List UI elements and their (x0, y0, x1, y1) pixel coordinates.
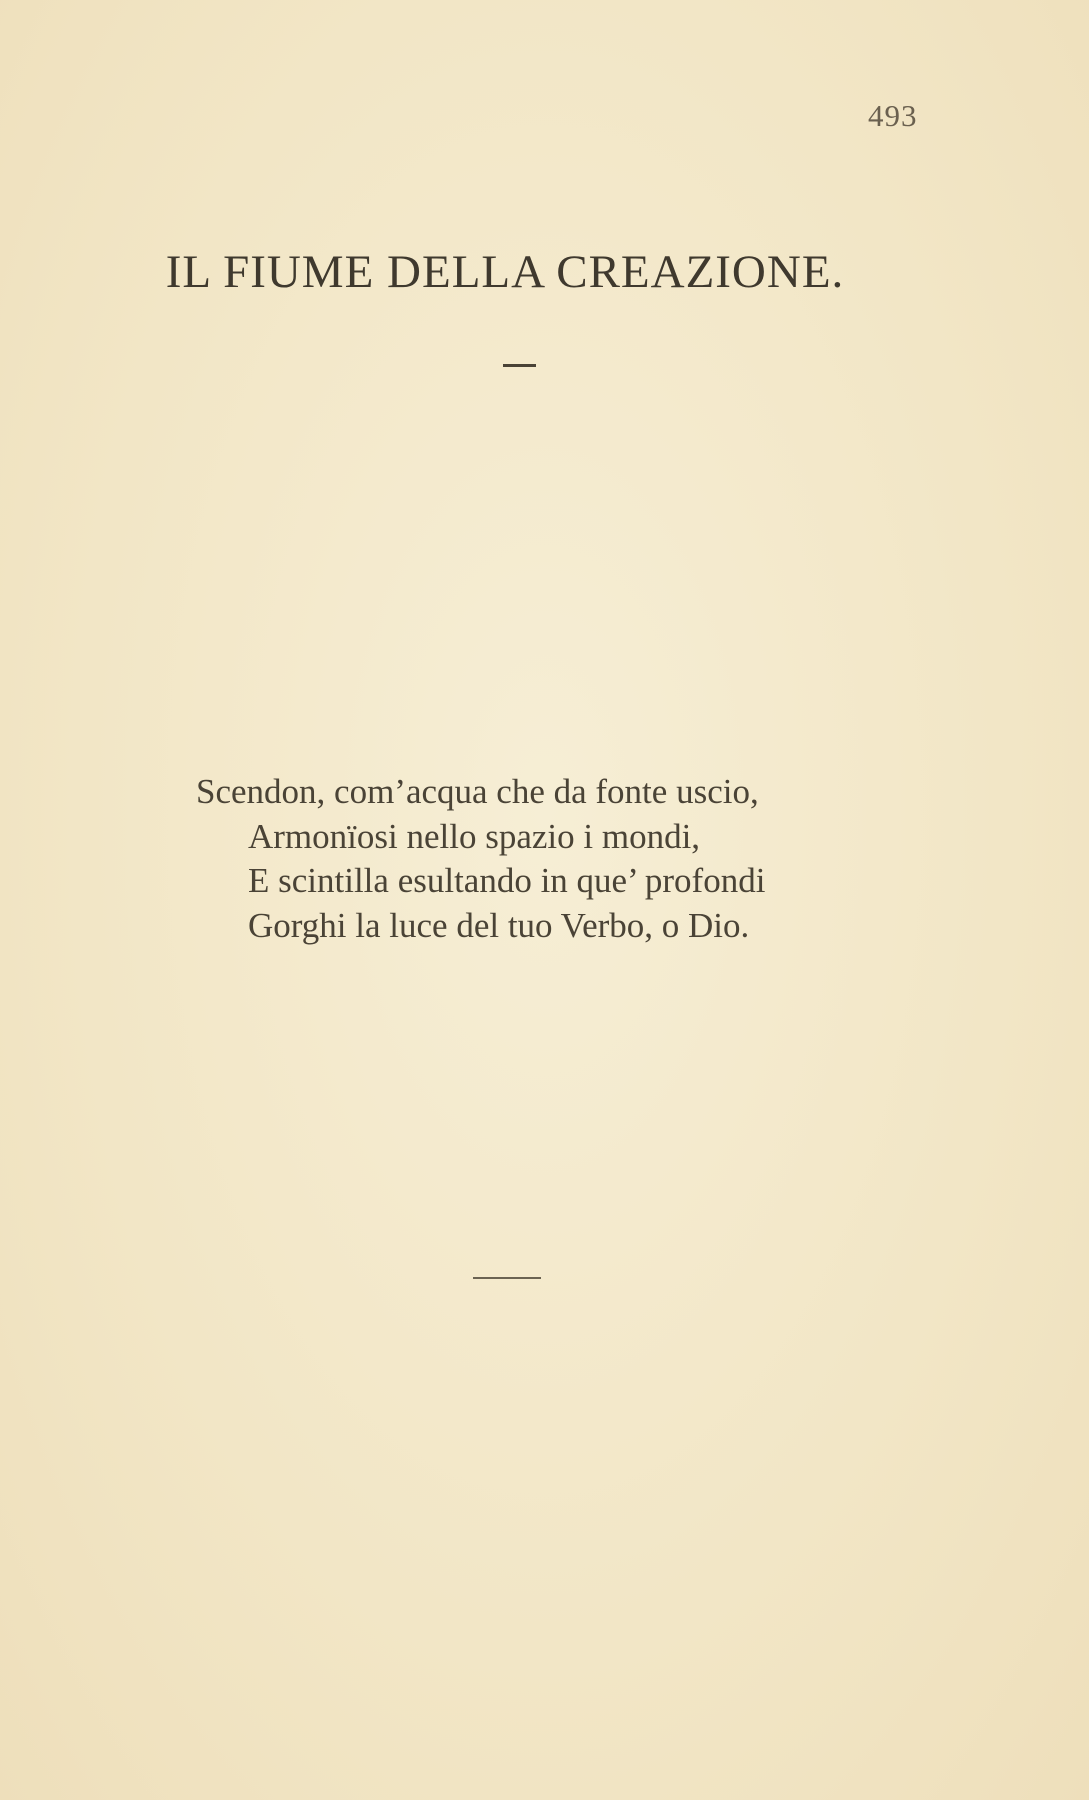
poem-line: Gorghi la luce del tuo Verbo, o Dio. (248, 905, 750, 945)
poem-line: Armonïosi nello spazio i mondi, (248, 816, 701, 856)
poem-stanza (196, 770, 765, 948)
end-rule-divider (473, 1277, 541, 1279)
page-number: 493 (868, 98, 918, 133)
title-dash-ornament (503, 364, 536, 367)
poem-line: Scendon, com’acqua che da fonte uscio, (196, 772, 759, 811)
poem-title: IL FIUME DELLA CREAZIONE. (165, 246, 845, 298)
poem-line: E scintilla esultando in que’ profondi (248, 861, 766, 900)
